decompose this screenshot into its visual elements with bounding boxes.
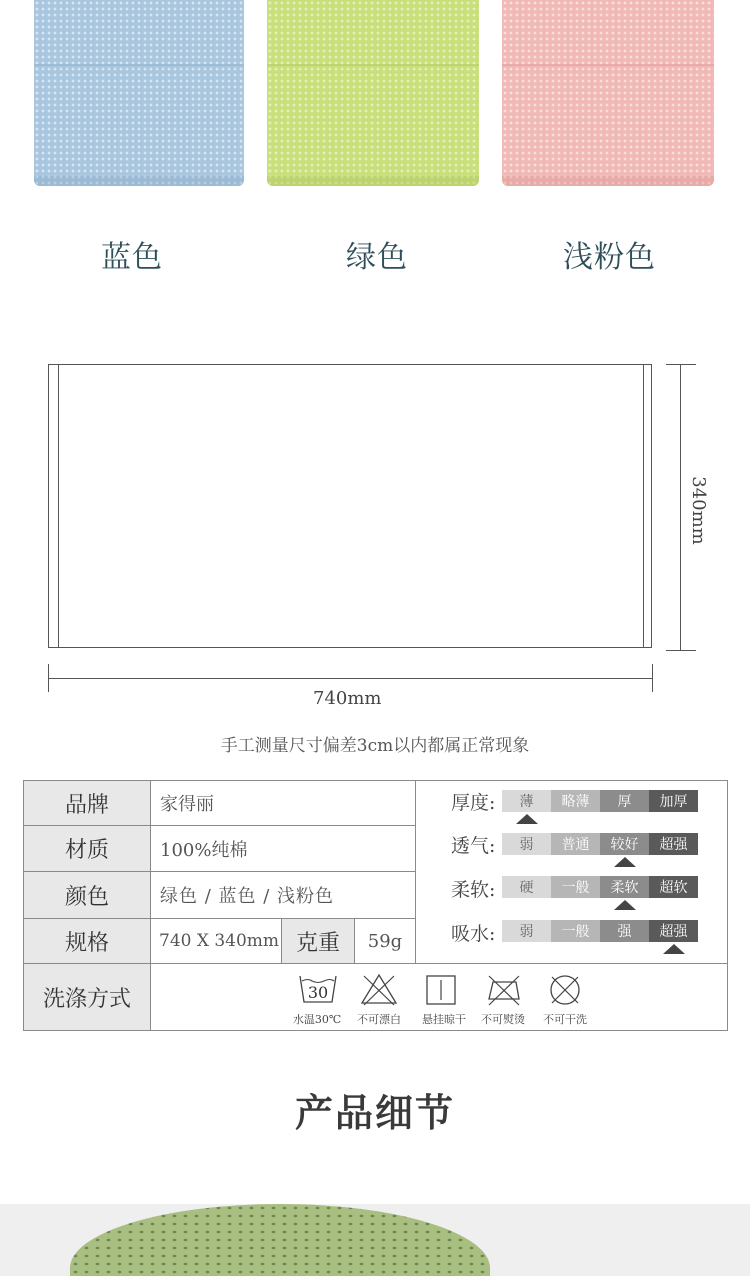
rating-marker-breathability [614, 857, 636, 867]
ratings-panel [416, 781, 727, 964]
width-tick-left [48, 664, 49, 692]
width-tick-right [652, 664, 653, 692]
color-label-pink: 浅粉色 [563, 240, 656, 275]
towel-swatch-green [267, 0, 479, 186]
rating-level: 较好 [600, 833, 649, 855]
height-tick-bottom [666, 650, 696, 651]
measurement-note: 手工测量尺寸偏差3cm以内都属正常现象 [220, 736, 530, 756]
rating-marker-softness [614, 900, 636, 910]
rating-title-absorbency: 吸水: [451, 923, 496, 945]
weight-label: 克重 [282, 919, 355, 964]
rating-level: 普通 [551, 833, 600, 855]
towel-swatch-blue [34, 0, 244, 186]
rating-level: 硬 [502, 876, 551, 898]
rating-level: 弱 [502, 920, 551, 942]
color-label-blue: 蓝色 [101, 240, 163, 275]
material-value: 100%纯棉 [151, 826, 416, 872]
brand-value: 家得丽 [151, 781, 416, 826]
towel-outline [48, 364, 652, 648]
fabric-closeup [70, 1204, 490, 1276]
section-title: 产品细节 [294, 1090, 455, 1135]
wash-caption: 不可干洗 [543, 1013, 587, 1026]
width-dimension-line [48, 678, 652, 679]
rating-scale-breathability [502, 833, 698, 855]
wash-label: 洗涤方式 [24, 964, 151, 1030]
wash-caption: 不可熨烫 [481, 1013, 525, 1026]
weight-value: 59g [355, 919, 416, 964]
rating-title-thickness: 厚度: [451, 792, 496, 814]
rating-title-softness: 柔软: [451, 879, 496, 901]
no-bleach-icon [359, 972, 399, 1008]
width-label: 740mm [313, 688, 382, 709]
rating-level: 柔软 [600, 876, 649, 898]
rating-level: 超强 [649, 833, 698, 855]
towel-swatch-pink [502, 0, 714, 186]
wash-caption: 不可漂白 [357, 1013, 401, 1026]
wash-30-icon [298, 972, 338, 1008]
rating-level: 弱 [502, 833, 551, 855]
no-iron-icon [484, 972, 524, 1008]
size-spec-label: 规格 [24, 919, 151, 964]
rating-level: 略薄 [551, 790, 600, 812]
rating-scale-thickness [502, 790, 698, 812]
material-label: 材质 [24, 826, 151, 872]
height-tick-top [666, 364, 696, 365]
rating-title-breathability: 透气: [451, 835, 496, 857]
rating-level: 超强 [649, 920, 698, 942]
rating-level: 一般 [551, 920, 600, 942]
rating-level: 加厚 [649, 790, 698, 812]
brand-label: 品牌 [24, 781, 151, 826]
rating-scale-absorbency [502, 920, 698, 942]
rating-level: 超软 [649, 876, 698, 898]
no-dry-clean-icon [545, 972, 585, 1008]
rating-level: 强 [600, 920, 649, 942]
rating-level: 一般 [551, 876, 600, 898]
color-label-green: 绿色 [346, 240, 408, 275]
height-dimension-line [680, 364, 681, 650]
rating-scale-softness [502, 876, 698, 898]
color-spec-value: 绿色 / 蓝色 / 浅粉色 [151, 872, 416, 919]
rating-marker-thickness [516, 814, 538, 824]
hang-dry-icon [421, 972, 461, 1008]
wash-caption: 悬挂晾干 [422, 1013, 466, 1026]
towel-hem-line-left [58, 364, 59, 648]
rating-level: 薄 [502, 790, 551, 812]
towel-hem-line-right [643, 364, 644, 648]
rating-marker-absorbency [663, 944, 685, 954]
rating-level: 厚 [600, 790, 649, 812]
size-spec-value: 740 X 340mm [151, 919, 282, 964]
wash-caption: 水温30℃ [292, 1013, 342, 1026]
color-spec-label: 颜色 [24, 872, 151, 919]
height-label: 340mm [687, 476, 709, 545]
wash-temp-text: 30 [307, 983, 329, 1002]
product-detail-image [0, 1204, 750, 1276]
